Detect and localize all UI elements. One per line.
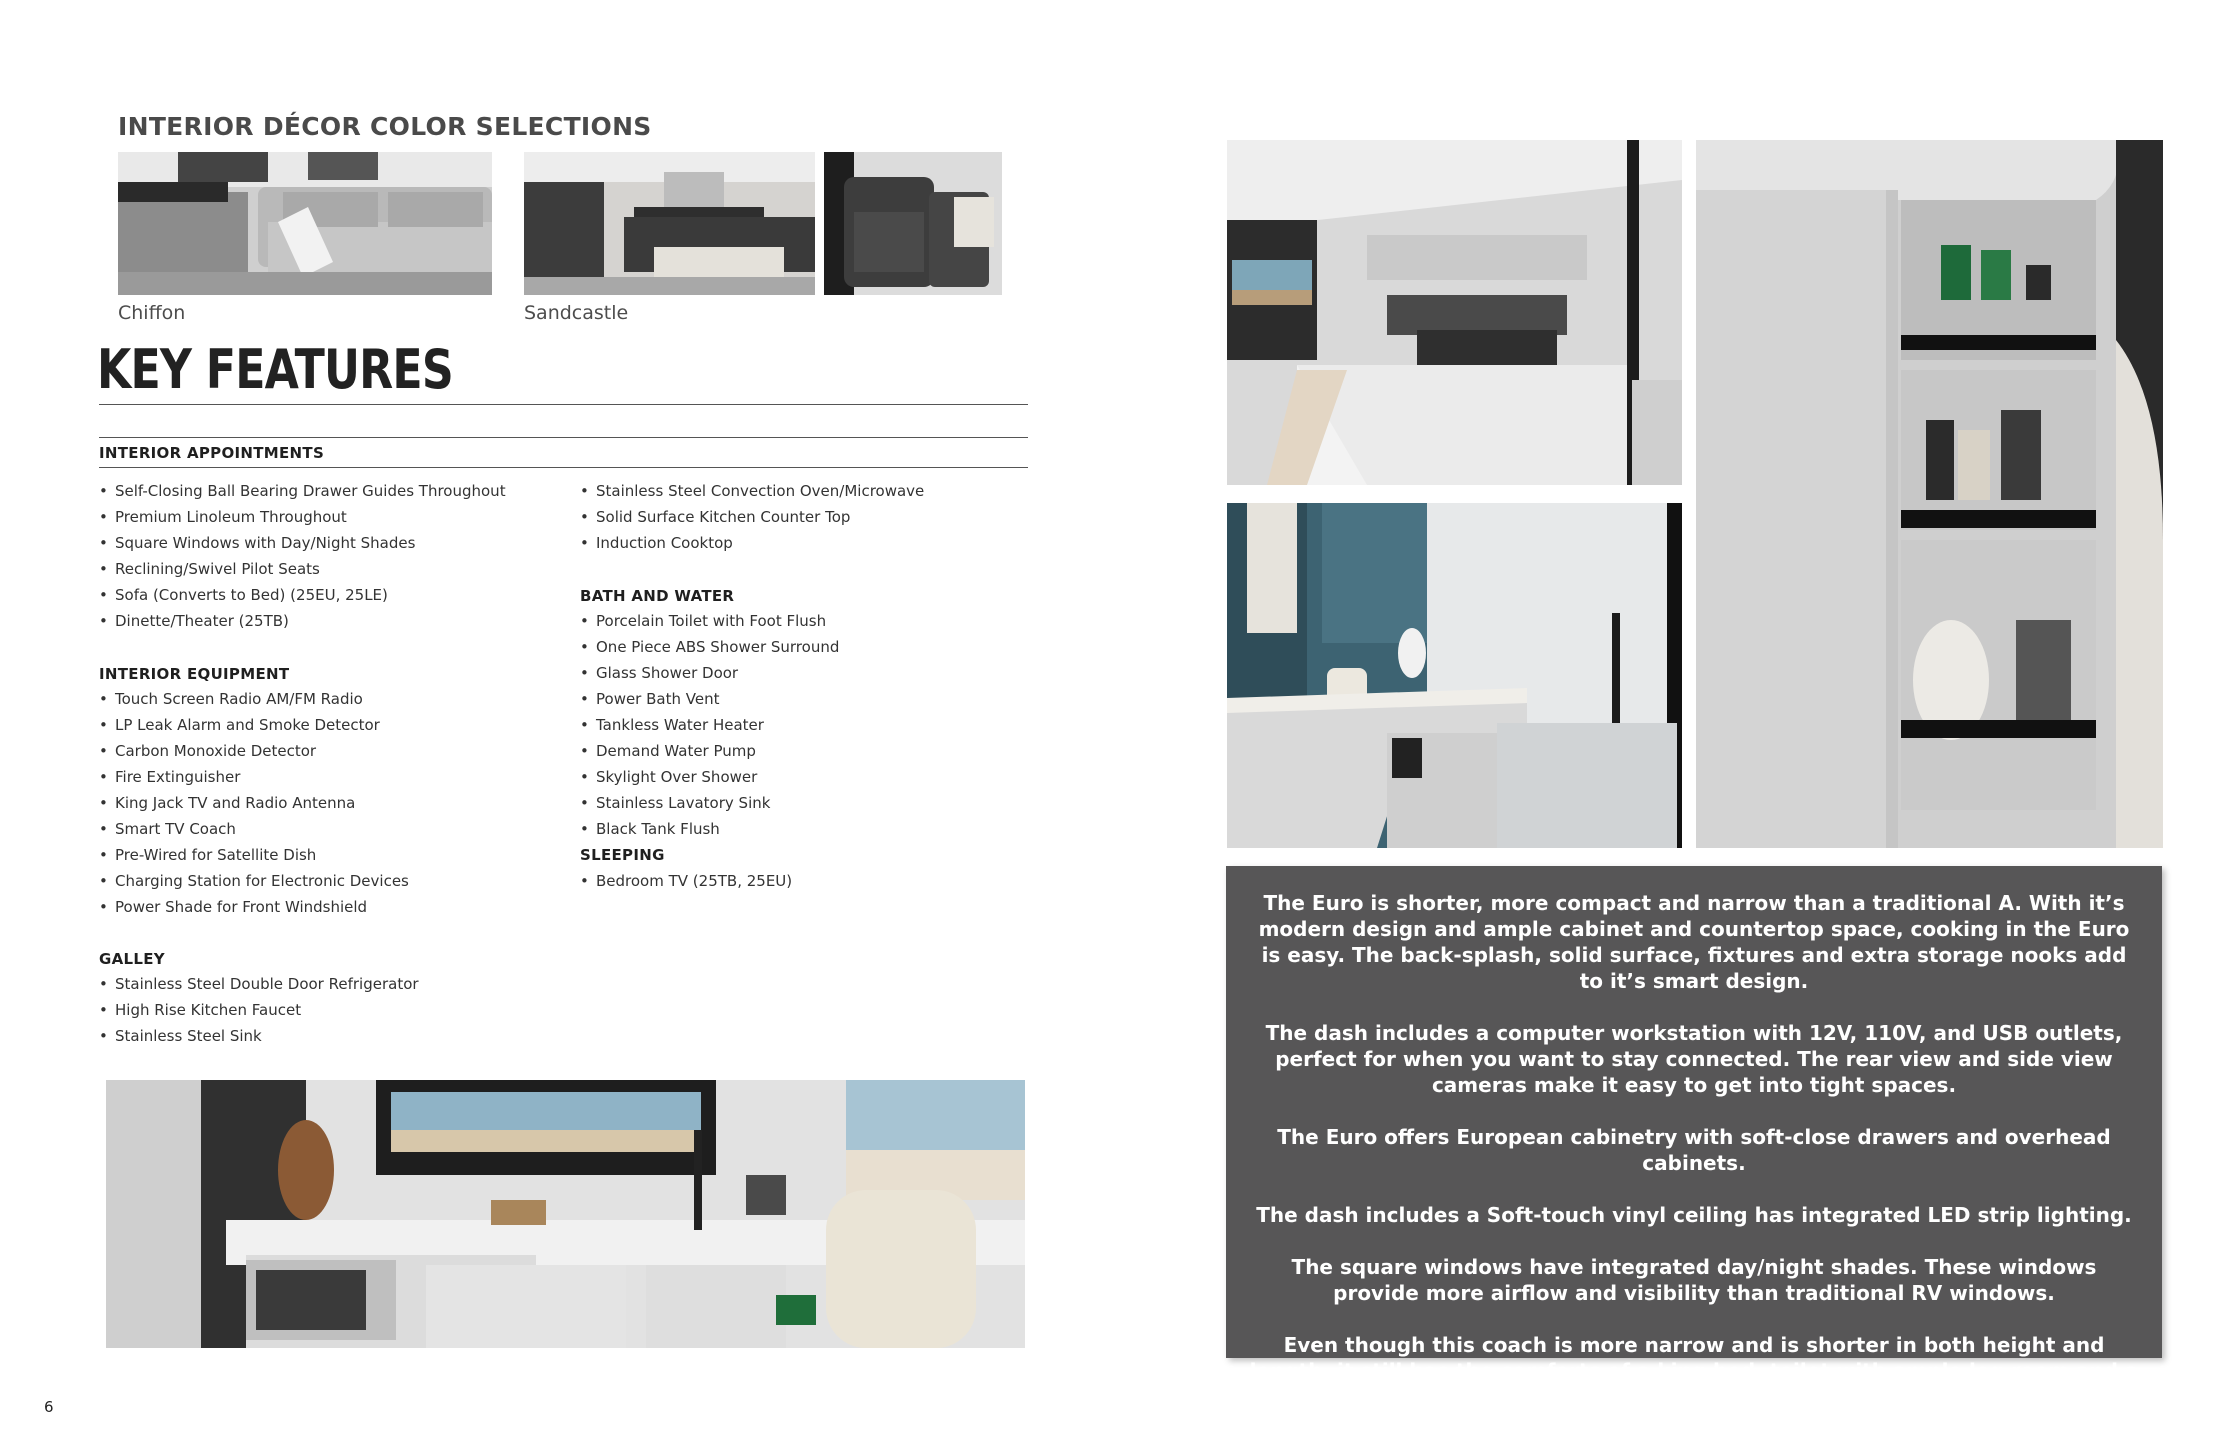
sandcastle-decor-photo [524, 152, 815, 295]
key-features-title: KEY FEATURES [97, 338, 453, 401]
list-item: • Power Bath Vent [580, 686, 839, 712]
list-item: • Bedroom TV (25TB, 25EU) [580, 868, 792, 894]
list-item: • Stainless Lavatory Sink [580, 790, 839, 816]
list-item: • Black Tank Flush [580, 816, 839, 842]
galley-continued-list [580, 478, 924, 556]
list-item: • Premium Linoleum Throughout [99, 504, 506, 530]
list-item: • Pre-Wired for Satellite Dish [99, 842, 409, 868]
bathroom-photo [1227, 503, 1682, 848]
section-heading-interior-equipment: INTERIOR EQUIPMENT [99, 665, 290, 683]
description-paragraph: Even though this coach is more narrow and is shorter in both height and length, it still has the comforts of a king bed, toilet with ample leg room and a large shower. [1249, 1333, 2139, 1409]
list-item: • Square Windows with Day/Night Shades [99, 530, 506, 556]
list-item: • Demand Water Pump [580, 738, 839, 764]
list-item: • High Rise Kitchen Faucet [99, 997, 419, 1023]
list-item: • Fire Extinguisher [99, 764, 409, 790]
list-item: • Stainless Steel Convection Oven/Microwave [580, 478, 924, 504]
list-item: • Power Shade for Front Windshield [99, 894, 409, 920]
list-item: • Glass Shower Door [580, 660, 839, 686]
page-number: 6 [44, 1398, 54, 1416]
list-item: • Stainless Steel Sink [99, 1023, 419, 1049]
list-item: • Stainless Steel Double Door Refrigerator [99, 971, 419, 997]
list-item: • Induction Cooktop [580, 530, 924, 556]
list-item: • Carbon Monoxide Detector [99, 738, 409, 764]
list-item: • Porcelain Toilet with Foot Flush [580, 608, 839, 634]
interior-equipment-list [99, 686, 409, 920]
section-heading-sleeping: SLEEPING [580, 846, 665, 864]
sandcastle-recliner-photo [824, 152, 1002, 295]
list-item: • King Jack TV and Radio Antenna [99, 790, 409, 816]
list-item: • Sofa (Converts to Bed) (25EU, 25LE) [99, 582, 506, 608]
swatch-label-sandcastle: Sandcastle [524, 302, 629, 324]
title-divider [99, 404, 1028, 405]
list-item: • Solid Surface Kitchen Counter Top [580, 504, 924, 530]
swatch-label-chiffon: Chiffon [118, 302, 186, 324]
description-paragraph: The Euro offers European cabinetry with soft-close drawers and overhead cabinets. [1277, 1125, 2111, 1175]
description-paragraph: The square windows have integrated day/night shades. These windows provide more airflow and visibility than traditional RV windows. [1291, 1255, 2097, 1305]
description-paragraph: The Euro is shorter, more compact and narrow than a traditional A. With it’s modern design and ample cabinet and countertop space, cooking in the Euro is easy. The back-splash, solid surface, fixtures and extra storage nooks add to it’s smart design. [1258, 891, 2130, 993]
storage-cabinet-photo [1696, 140, 2163, 848]
list-item: • LP Leak Alarm and Smoke Detector [99, 712, 409, 738]
list-item: • Self-Closing Ball Bearing Drawer Guides Throughout [99, 478, 506, 504]
description-paragraph: The dash includes a Soft-touch vinyl ceiling has integrated LED strip lighting. [1256, 1203, 2132, 1227]
section-divider-top [99, 437, 1028, 438]
chiffon-decor-photo [118, 152, 492, 295]
bath-water-list [580, 608, 839, 842]
section-heading-bath-water: BATH AND WATER [580, 587, 735, 605]
bedroom-photo [1227, 140, 1682, 485]
list-item: • One Piece ABS Shower Surround [580, 634, 839, 660]
list-item: • Dinette/Theater (25TB) [99, 608, 506, 634]
list-item: • Smart TV Coach [99, 816, 409, 842]
interior-appointments-list [99, 478, 506, 634]
list-item: • Reclining/Swivel Pilot Seats [99, 556, 506, 582]
decor-section-title: INTERIOR DÉCOR COLOR SELECTIONS [118, 112, 652, 141]
section-divider-bottom [99, 467, 1028, 468]
description-panel [1226, 866, 2162, 1409]
list-item: • Touch Screen Radio AM/FM Radio [99, 686, 409, 712]
sleeping-list [580, 868, 792, 894]
galley-list [99, 971, 419, 1049]
list-item: • Skylight Over Shower [580, 764, 839, 790]
section-heading-interior-appointments: INTERIOR APPOINTMENTS [99, 444, 325, 462]
section-heading-galley: GALLEY [99, 950, 165, 968]
list-item: • Charging Station for Electronic Devices [99, 868, 409, 894]
kitchen-photo [106, 1080, 1025, 1348]
list-item: • Tankless Water Heater [580, 712, 839, 738]
description-paragraph: The dash includes a computer workstation with 12V, 110V, and USB outlets, perfect for when you want to stay connected. The rear view and side view cameras make it easy to get into tight spaces. [1265, 1021, 2123, 1097]
